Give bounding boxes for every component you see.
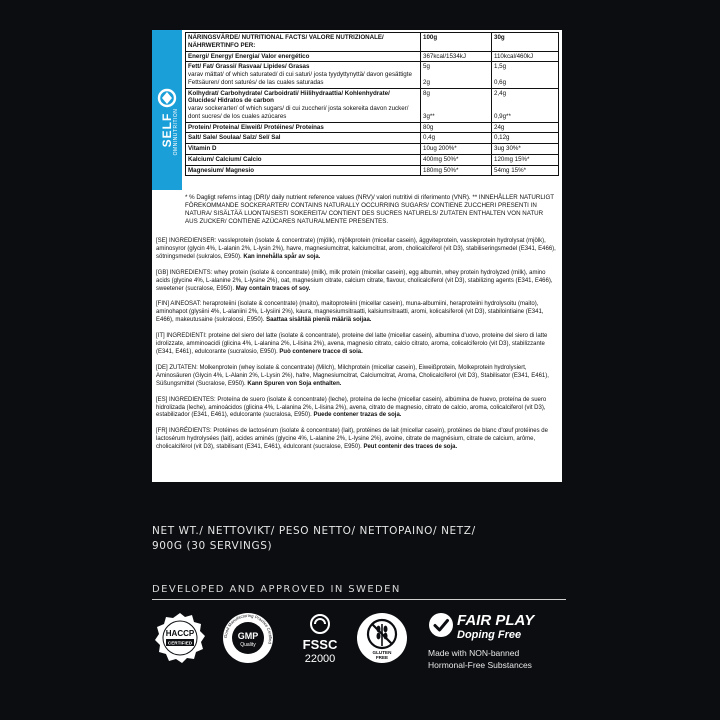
row-value-30g: 3ug 30%*	[494, 145, 521, 152]
ingredient-text: [IT] INGREDIENTI: proteine del siero del latte (isolate & concentrate), proteine del latte (micellar casein), albumina d'uovo, proteine del siero di latte idrolizzate, amminoacidi (glicina 4%, L-alanina 2%, L-lisina 2%), avena, magnesio citrato, calcio citrato, aroma, colicalciferolo (vit D3), stabilizzante (E341, E461), edulcorante (sucralosio, E950).	[156, 333, 548, 355]
ingredient-text: [SE] INGREDIENSER: vassleprotein (isolate & concentrate) (mjölk), mjölkprotein (micellar casein), äggviteprotein, vassleprotein hydrolysat (mjölk), aminosyror (glycin 4%, L-alanin 2%, L-lysin 2%), havre, magnesiumcitrat, kalciumcitrat, arom, cholicalciferol (vit D3), stabiliseringsmedel (E341, E466), sötningsmedel (sukralos, E950).	[156, 238, 556, 260]
footnote: * % Dagligt referns intag (DRI)/ daily nutrient reference values (NRV)/ valori nutritivi di riferimento (VNR). ** INNEHÅLLER NATURLIGT FÖREKOMMANDE SOCKERARTER/ CONTAINS NATURALLY OCCURRING SUGARS/ CONTIENE ZUCCHERI PRESENTI IN NATURA/ SISÄLTÄÄ LUONTAISESTI SOKEREITA/ CONTIENT DES SUCRES NATURELS/ ZUTATEN ENTHALTEN VON NATUR AUS ZUCKER/ CONTIENE AZÚCARES NATURALMENTE PRESENTES.	[185, 194, 554, 226]
table-row	[186, 133, 559, 144]
brand-name: SELF	[160, 112, 174, 148]
table-row	[186, 154, 559, 165]
gmp-badge-icon	[222, 612, 274, 664]
ingredient-paragraph-it	[156, 333, 556, 357]
brand-strip	[152, 30, 182, 190]
header-per-100g: 100g	[421, 33, 492, 52]
gluten-text: GLUTEN	[372, 650, 392, 655]
row-value-100g: 180mg 50%*	[423, 166, 459, 174]
row-value-30g: 24g	[494, 123, 505, 131]
nutrition-table	[185, 32, 559, 176]
ingredient-paragraph-gb	[156, 270, 556, 294]
checkmark-circle-icon	[428, 612, 454, 638]
row-sublabel: varav mättat/ of which saturated/ di cui saturi/ josta tyydyttynyttä/ davon gesättigte Fettsäuren/ dont saturés/ de las cuales saturadas	[188, 71, 412, 86]
allergen-note: Può contenere tracce di soia.	[279, 348, 363, 355]
allergen-note: May contain traces of soy.	[235, 285, 311, 292]
fair-play-line2: Hormonal-Free Substances	[428, 660, 532, 670]
ingredient-text: [FIN] AINEOSAT: heraproteiini (isolate & concentrate) (maito), maitoproteiini (micellar casein), muna-albumiini, heraproteiini hydrolysoitu (maito), aminohapot (glysiini 4%, L-alaniini 2%, L-lysiini 2%), kaura, magnesiumsitraatti, kalsiumsitraatti, aromi, kolicalsiferoli (vit D3), stabilointiaine (E341, E466), makeutusaine (sukraloosi, E950).	[156, 301, 544, 324]
fair-play-subtitle: Doping Free	[457, 629, 522, 641]
row-subvalue-100g: 2g	[423, 78, 430, 86]
fssc-top-text: FSSC	[302, 637, 338, 652]
row-value-100g: 367kcal/1534kJ	[423, 52, 466, 60]
row-value-100g: 8g	[423, 89, 430, 97]
table-row	[186, 144, 559, 155]
self-logo-icon	[157, 88, 177, 108]
row-value-30g: 54mg 15%*	[494, 166, 526, 174]
table-row	[186, 122, 559, 133]
gmp-top-text: GMP	[237, 631, 259, 641]
haccp-badge-icon	[154, 612, 206, 664]
fair-play-line1: Made with NON-banned	[428, 648, 520, 658]
row-value-100g: 400mg 50%*	[423, 155, 459, 163]
row-value-100g: 0,4g	[423, 134, 436, 142]
table-row	[186, 51, 559, 62]
row-subvalue-30g: 0,6g	[494, 78, 507, 86]
ingredient-paragraph-fr	[156, 428, 556, 452]
row-value-100g: 80g	[423, 123, 434, 131]
ingredient-paragraph-de	[156, 365, 556, 389]
header-per-30g: 30g	[492, 33, 559, 52]
row-label: Magnesium/ Magnesio	[188, 166, 255, 174]
allergen-note: Kann Spuren von Soja enthalten.	[247, 380, 342, 387]
haccp-top-text: HACCP	[165, 629, 195, 638]
ingredient-text: [ES] INGREDIENTES: Proteína de suero (isolate & concentrate) (leche), proteína de leche (micellar casein), albúmina de huevo, proteína de suero hidrolizada (leche), aminoácidos (glicina 4%, L-alanina 2%, L-lisina 2%), avena, citrato de magnesio, citrato de calcio, aroma, colicalciferol (vit D3), estabilizador (E341, E461), edulcorante (sucralosa, E950).	[156, 396, 547, 419]
divider	[152, 599, 566, 600]
ingredient-text: [FR] INGRÉDIENTS: Protéines de lactosérum (isolate & concentrate) (lait), protéines de lait (micellar casein), protéines de blanc d'œuf protéines de lactosérum hydrolysées (lait), acides aminés (glycine 4%, L-alanine 2%, L-lysine 2%), avoine, citrate de magnésium, citrate de calcium, arôme, cholicalciférol (vit D3), stabilisant (E341, E461), édulcorant (sucralose, E950).	[156, 428, 548, 451]
ingredient-text: [GB] INGREDIENTS: whey protein (isolate & concentrate) (milk), milk protein (micellar casein), egg albumin, whey protein hydrolyzed (milk), amino acids (glycine 4%, L-alanine 2%, L-lysine 2%), oat, magnesium citrate, calcium citrate, flavour, cholicalciferol (vit D3), stabilizing agents (E341, E466), sweetener (sucralose, E950).	[156, 269, 553, 292]
row-value-30g: 2,4g	[494, 89, 507, 97]
ingredients-list	[156, 238, 556, 460]
fssc-22000-icon	[294, 612, 346, 664]
net-weight-line2: 900G (30 SERVINGS)	[152, 539, 273, 552]
nutrition-label-panel	[152, 30, 562, 482]
row-label: Fett/ Fat/ Grassi/ Rasvaa/ Lipides/ Grasas	[188, 63, 310, 71]
header-label: NÄRINGSVÄRDE/ NUTRITIONAL FACTS/ VALORE NUTRIZIONALE/ NÄHRWERTINFO PER:	[186, 33, 421, 52]
allergen-note: Saattaa sisältää pieniä määriä soijaa.	[266, 317, 372, 324]
ingredient-text: [DE] ZUTATEN: Molkenprotein (whey isolate & concentrate) (Milch), Milchprotein (micellar casein), Eiweißprotein, Molkeprotein hydrolysiert, Aminosäuren (Glycin 4%, L-Alanin 2%, L-Lysin 2%), hafre, Magnesiumcitrat, Calciumcitrat, Aroma, Cholicalciferol (vit D3), Stabilisator (E341, E461), Süßungsmittel (Sucralose, E950).	[156, 364, 549, 387]
row-subvalue-30g: 0,9g**	[494, 112, 511, 120]
row-value-30g: 120mg 15%*	[494, 155, 530, 163]
row-label: Kalcium/ Calcium/ Calcio	[188, 155, 262, 163]
row-subvalue-100g: 3g**	[423, 112, 435, 120]
gmp-ring-text: Good Manufacturing Practice Certified	[222, 612, 274, 645]
ingredient-paragraph-es	[156, 397, 556, 421]
row-label: Energi/ Energy/ Energia/ Valor energético	[188, 52, 310, 60]
allergen-note: Puede contener trazas de soja.	[313, 412, 402, 419]
haccp-bottom-text: CERTIFIED	[167, 640, 193, 646]
table-row	[186, 165, 559, 176]
developed-in-sweden: DEVELOPED AND APPROVED IN SWEDEN	[152, 584, 401, 595]
table-row	[186, 88, 559, 122]
row-label: Protein/ Proteina/ Eiweiß/ Protéines/ Proteínas	[188, 123, 324, 131]
row-value-100g: 10ug 200%*	[423, 145, 457, 152]
gmp-bottom-text: Quality	[240, 642, 256, 648]
free-text: FREE	[375, 655, 389, 660]
table-header-row	[186, 33, 559, 52]
fair-play-title: FAIR PLAY	[457, 612, 535, 629]
row-value-100g: 5g	[423, 63, 430, 71]
gluten-free-icon	[356, 612, 408, 664]
row-label: Salt/ Sale/ Soulaa/ Salz/ Sel/ Sal	[188, 134, 281, 142]
row-value-30g: 0,12g	[494, 134, 510, 142]
ingredient-paragraph-se	[156, 238, 556, 262]
allergen-note: Peut contenir des traces de soja.	[363, 444, 458, 451]
table-row	[186, 62, 559, 88]
row-sublabel: varav sockerarter/ of which sugars/ di cui zuccheri/ josta sokereita davon zucker/ dont sucres/ de los cuales azúcares	[188, 105, 409, 120]
row-value-30g: 110kcal/460kJ	[494, 52, 534, 60]
allergen-note: Kan innehålla spår av soja.	[243, 253, 321, 260]
row-label: Kolhydrat/ Carbohydrate/ Carboidrati/ Hiilihydraattia/ Kohlenhydrate/ Glucides/ Hidratos de carbon	[188, 89, 390, 105]
ingredient-paragraph-fin	[156, 301, 556, 325]
fssc-bottom-text: 22000	[304, 653, 336, 664]
brand-subtitle: OMNINUTRITION	[173, 108, 179, 156]
net-weight-line1: NET WT./ NETTOVIKT/ PESO NETTO/ NETTOPAINO/ NETZ/	[152, 525, 476, 537]
row-label: Vitamin D	[188, 145, 217, 152]
row-value-30g: 1,5g	[494, 63, 507, 71]
net-weight	[152, 524, 476, 553]
